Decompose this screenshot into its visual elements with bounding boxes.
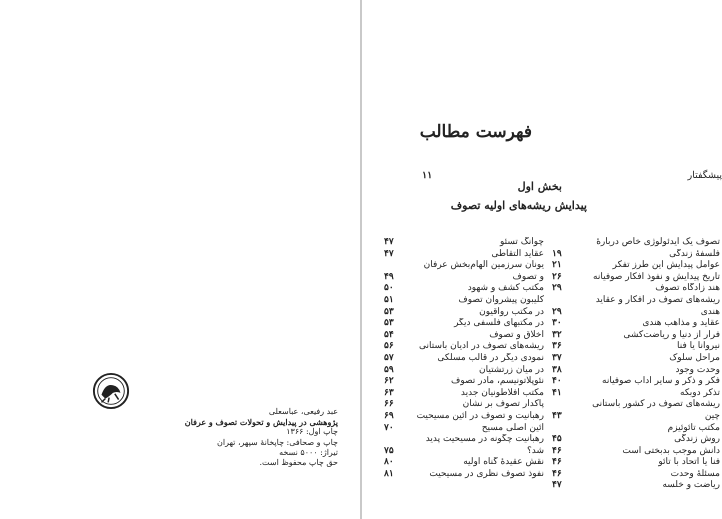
toc-entry[interactable]: [552, 446, 720, 458]
toc-entry-page: ۴۷: [384, 248, 394, 259]
right-page: [362, 0, 722, 519]
toc-entry-title: چین: [704, 410, 720, 421]
toc-entry[interactable]: [384, 272, 544, 284]
toc-entry[interactable]: [384, 353, 544, 365]
toc-entry[interactable]: [552, 295, 720, 307]
toc-entry[interactable]: [384, 318, 544, 330]
toc-entry-title: رهبانیت چگونه در مسیحیت پدید: [425, 434, 544, 445]
toc-entry-title: مکتب کشف و شهود: [467, 283, 544, 294]
imprint-edition: چاپ اول: ۱۳۶۶: [286, 427, 338, 437]
toc-entry[interactable]: [384, 376, 544, 388]
toc-entry[interactable]: [384, 411, 544, 423]
toc-entry-title: شد؟: [526, 445, 544, 456]
toc-entry-page: ۳۸: [552, 364, 562, 375]
toc-entry-page: ۴۱: [552, 387, 562, 398]
toc-entry-page: ۳۶: [552, 341, 562, 352]
toc-entry[interactable]: [552, 434, 720, 446]
toc-entry-title: نئوپلاتونیسم، مادر تصوف: [451, 376, 544, 387]
toc-column-right: [552, 237, 720, 492]
toc-entry[interactable]: [384, 260, 544, 272]
toc-entry-page: ۴۹: [384, 271, 394, 282]
toc-entry-title: عقاید التقاطی: [491, 248, 544, 259]
toc-entry-title: دانش موجب بدبختی است: [622, 445, 720, 456]
toc-entry[interactable]: [384, 365, 544, 377]
toc-entry-page: ۲۶: [552, 271, 562, 282]
toc-entry-title: و تصوف: [512, 271, 544, 282]
toc-entry-title: پاکدار تصوف بر نشان: [462, 399, 544, 410]
toc-entry[interactable]: [384, 307, 544, 319]
toc-entry-title: فنا یا اتحاد با تائو: [658, 457, 720, 468]
toc-entry-title: نیروانا یا فنا: [676, 341, 720, 352]
toc-entry-title: تاریخ پیدایش و نفوذ افکار صوفیانه: [593, 271, 720, 282]
toc-entry[interactable]: [552, 237, 720, 249]
toc-entry[interactable]: [384, 249, 544, 261]
toc-entry-title: مکتب تائوئیزم: [667, 422, 720, 433]
toc-entry-page: ۵۰: [384, 283, 394, 294]
toc-entry[interactable]: [552, 388, 720, 400]
toc-entry-page: ۴۶: [552, 468, 562, 479]
toc-entry-page: ۵۱: [384, 294, 394, 305]
toc-entry-page: ۵۷: [384, 352, 394, 363]
toc-entry-title: مسئلهٔ وحدت: [670, 468, 720, 479]
toc-entry-title: چوانگ تسئو: [499, 237, 544, 247]
toc-entry[interactable]: [552, 411, 720, 423]
toc-entry-page: ۴۳: [552, 410, 562, 421]
imprint-printer: چاپ و صحافی: چاپخانهٔ سپهر، تهران: [216, 437, 338, 447]
toc-entry[interactable]: [384, 330, 544, 342]
toc-entry[interactable]: [552, 423, 720, 435]
toc-entry-page: ۵۹: [384, 364, 394, 375]
toc-entry[interactable]: [384, 388, 544, 400]
toc-entry-page: ۷۰: [384, 422, 394, 433]
imprint-book: پژوهشی در پیدایش و تحولات تصوف و عرفان: [184, 417, 338, 428]
toc-entry-title: ریشه‌های تصوف در افکار و عقاید: [595, 294, 720, 305]
imprint-copies: تیراژ: ۵۰۰۰ نسخه: [279, 447, 338, 457]
toc-entry-page: ۳۲: [552, 329, 562, 340]
toc-entry[interactable]: [384, 446, 544, 458]
imprint-author: عبد رفیعی، عباسعلی: [268, 407, 338, 416]
toc-entry-title: مراحل سلوک: [669, 352, 720, 363]
toc-entry-page: ۶۹: [384, 410, 394, 421]
toc-entry-page: ۸۰: [384, 457, 394, 468]
toc-entry[interactable]: [384, 399, 544, 411]
toc-entry-page: ۸۱: [384, 468, 394, 479]
toc-entry[interactable]: [384, 283, 544, 295]
toc-entry[interactable]: [552, 307, 720, 319]
toc-entry-page: ۳۰: [552, 318, 562, 329]
toc-entry-title: هند زادگاه تصوف: [655, 283, 720, 294]
toc-entry-page: ۳۷: [552, 352, 562, 363]
toc-entry-page: ۴۷: [384, 237, 394, 247]
toc-entry[interactable]: [384, 457, 544, 469]
imprint-block: [158, 407, 338, 468]
toc-entry-page: ۲۹: [552, 283, 562, 294]
toc-entry-page: ۲۱: [552, 260, 562, 271]
toc-entry-page: ۲۹: [552, 306, 562, 317]
toc-entry[interactable]: [552, 283, 720, 295]
part-title: بخش اول: [517, 180, 562, 193]
toc-entry[interactable]: [552, 330, 720, 342]
publisher-logo-icon: [92, 372, 130, 410]
toc-entry-page: ۵۳: [384, 318, 394, 329]
toc-entry-title: تذکر دوبکه: [680, 387, 720, 398]
page-title: فهرست مطالب: [419, 122, 532, 142]
toc-entry-title: رهبانیت و تصوف در آئین مسیحیت: [416, 410, 544, 421]
toc-entry-title: نمودی دیگر در قالب مسلکی: [437, 352, 544, 363]
toc-entry[interactable]: [552, 457, 720, 469]
intro-label: پیشگفتار: [687, 170, 722, 181]
toc-entry-title: مکتب افلاطونیان جدید: [460, 387, 544, 398]
toc-entry[interactable]: [552, 469, 720, 481]
left-page: [0, 0, 360, 519]
toc-entry-page: ۴۶: [552, 457, 562, 468]
intro-page-number: ۱۱: [422, 170, 433, 181]
toc-entry[interactable]: [384, 295, 544, 307]
toc-entry-page: ۵۳: [384, 306, 394, 317]
toc-entry[interactable]: [384, 434, 544, 446]
toc-entry-title: کلیبون پیشروان تصوف: [458, 294, 544, 305]
toc-entry-title: ریشه‌های تصوف در ادیان باستانی: [419, 341, 544, 352]
toc-entry-page: ۴۶: [552, 445, 562, 456]
part-subtitle: پیدایش ریشه‌های اولیه تصوف: [450, 199, 587, 212]
toc-entry[interactable]: [384, 237, 544, 249]
toc-entry-title: در میان زرتشتیان: [479, 364, 544, 375]
toc-entry-title: فکر و ذکر و سایر آداب صوفیانه: [602, 376, 720, 387]
toc-entry-page: ۶۲: [384, 376, 394, 387]
toc-entry-title: تصوف یک ایدئولوژی خاص دربارهٔ: [596, 237, 720, 247]
toc-entry[interactable]: [552, 318, 720, 330]
imprint-rights: حق چاپ محفوظ است.: [259, 458, 338, 468]
toc-entry-page: ۷۵: [384, 445, 394, 456]
toc-entry-title: آئین اصلی مسیح: [481, 422, 544, 433]
toc-entry-title: اخلاق و تصوف: [489, 329, 544, 340]
toc-entry-title: نقش عقیدهٔ گناه اولیه: [463, 457, 544, 468]
toc-entry-page: ۴۵: [552, 434, 562, 445]
toc-entry[interactable]: [552, 365, 720, 377]
toc-column-left: [384, 237, 544, 480]
toc-entry[interactable]: [552, 260, 720, 272]
toc-entry[interactable]: [552, 272, 720, 284]
toc-entry-title: در مکتب رواقیون: [479, 306, 544, 317]
toc-entry[interactable]: [552, 480, 720, 492]
toc-entry-page: ۱۹: [552, 248, 562, 259]
toc-entry-title: روش زندگی: [674, 434, 720, 445]
toc-entry-title: یونان سرزمین الهام‌بخش عرفان: [423, 260, 544, 271]
toc-entry[interactable]: [384, 423, 544, 435]
toc-entry-title: وحدت وجود: [675, 364, 720, 375]
toc-entry[interactable]: [384, 341, 544, 353]
toc-entry-title: نفوذ تصوف نظری در مسیحیت: [429, 468, 544, 479]
toc-entry[interactable]: [384, 469, 544, 481]
toc-entry-page: ۴۰: [552, 376, 562, 387]
toc-entry[interactable]: [552, 376, 720, 388]
toc-entry-title: ریشه‌های تصوف در کشور باستانی: [592, 399, 720, 410]
toc-entry-title: فرار از دنیا و ریاضت‌کشی: [623, 329, 720, 340]
toc-entry-page: ۵۴: [384, 329, 394, 340]
toc-entry-page: ۵۶: [384, 341, 394, 352]
toc-entry[interactable]: [552, 249, 720, 261]
toc-entry[interactable]: [552, 341, 720, 353]
toc-entry-title: در مکتبهای فلسفی دیگر: [454, 318, 544, 329]
toc-entry-title: عقاید و مذاهب هندی: [642, 318, 720, 329]
toc-entry-title: فلسفهٔ زندگی: [669, 248, 720, 259]
toc-entry-title: ریاضت و خلسه: [662, 480, 720, 491]
toc-entry-page: ۶۶: [384, 399, 394, 410]
toc-entry[interactable]: [552, 399, 720, 411]
toc-entry[interactable]: [552, 353, 720, 365]
toc-entry-title: عوامل پیدایش این طرز تفکر: [612, 260, 720, 271]
toc-entry-title: هندی: [700, 306, 720, 317]
toc-entry-page: ۶۳: [384, 387, 394, 398]
toc-entry-page: ۴۷: [552, 480, 562, 491]
